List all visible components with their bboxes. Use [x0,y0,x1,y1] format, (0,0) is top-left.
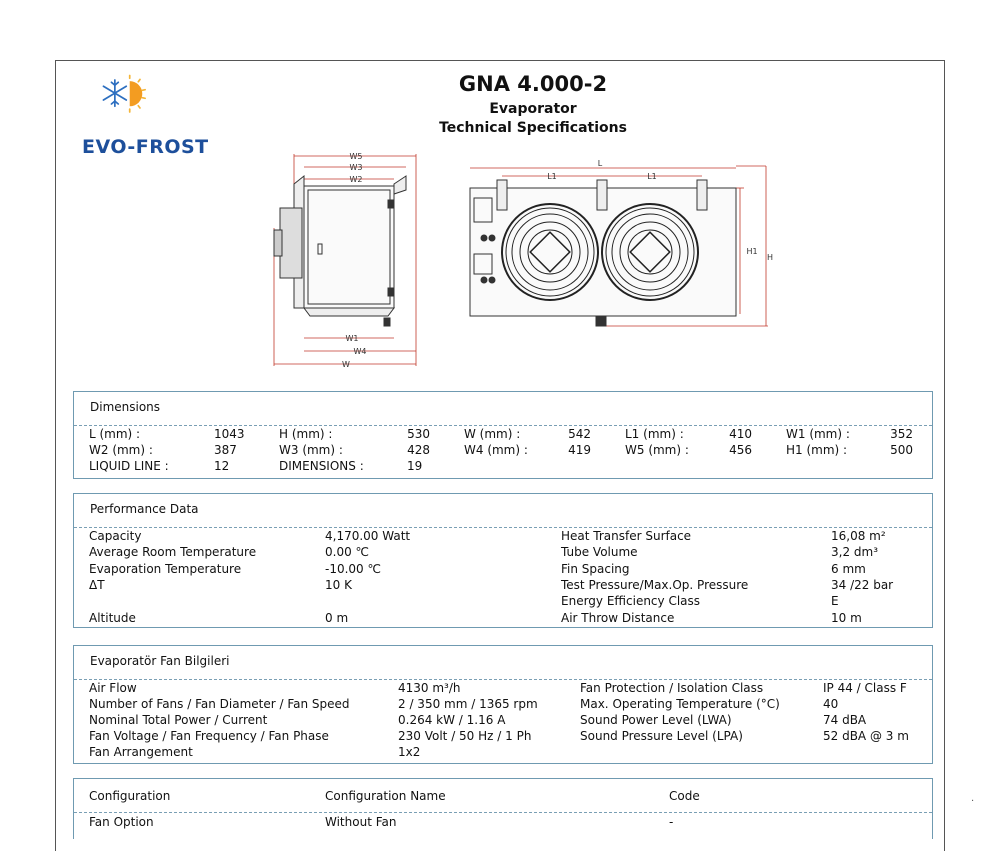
dim-key-l1: L1 (mm) : [625,427,684,441]
performance-title: Performance Data [90,502,199,516]
fan-info-section [73,645,933,764]
dim-val-w3: 428 [407,443,430,457]
dim-label-w5: W5 [349,152,363,161]
dim-key-w1: W1 (mm) : [786,427,850,441]
fan-val: 0.264 kW / 1.16 A [398,713,506,727]
perf-val: 6 mm [831,562,866,576]
dim-label-w4: W4 [353,347,367,356]
fan-key: Fan Protection / Isolation Class [580,681,764,695]
corner-mark: . [971,793,975,804]
dim-val-h1: 500 [890,443,913,457]
dim-key-l: L (mm) : [89,427,141,441]
config-header-name: Configuration Name [325,789,446,803]
dim-val-liquid-line: 12 [214,459,230,473]
dim-key-w4: W4 (mm) : [464,443,528,457]
perf-key: Evaporation Temperature [89,562,242,576]
dim-val-l1: 410 [729,427,752,441]
perf-key: Air Throw Distance [561,611,675,625]
evofrost-logo [100,68,180,132]
perf-key: Heat Transfer Surface [561,529,692,543]
perf-key: Tube Volume [561,545,638,559]
dim-key-w2: W2 (mm) : [89,443,153,457]
perf-val: 10 m [831,611,862,625]
fan-key: Air Flow [89,681,137,695]
dim-label-w3: W3 [349,163,363,172]
dim-label-w1: W1 [345,334,359,343]
perf-key: Average Room Temperature [89,545,257,559]
config-row-name: Without Fan [325,815,397,829]
dimensions-section [73,391,933,479]
page-subtitle: Evaporator [489,101,577,117]
dim-key-h: H (mm) : [279,427,333,441]
performance-separator [74,527,932,528]
fan-key: Nominal Total Power / Current [89,713,268,727]
fan-key: Max. Operating Temperature (°C) [580,697,780,711]
perf-key: Fin Spacing [561,562,630,576]
snowflake-icon [103,80,126,106]
fan-key: Fan Arrangement [89,745,193,759]
perf-val: 0 m [325,611,349,625]
dim-label-h1: H1 [746,247,758,256]
page-subtitle-specs: Technical Specifications [439,120,627,136]
performance-section [73,493,933,628]
perf-val: E [831,594,839,608]
dim-label-w2: W2 [349,175,363,184]
front-view-drawing [464,158,774,330]
configuration-separator [74,812,932,813]
logo-text: EVO-FROST [82,136,209,158]
fan-val: 2 / 350 mm / 1365 rpm [398,697,538,711]
fan-key: Fan Voltage / Fan Frequency / Fan Phase [89,729,329,743]
dim-val-l: 1043 [214,427,245,441]
dim-val-w4: 419 [568,443,591,457]
dim-label-l1-right: L1 [647,172,657,181]
dim-label-l1-left: L1 [547,172,557,181]
perf-key: ΔT [89,578,105,592]
dim-val-w1: 352 [890,427,913,441]
fan-key: Sound Power Level (LWA) [580,713,732,727]
fan-key: Number of Fans / Fan Diameter / Fan Speed [89,697,350,711]
perf-val: 16,08 m² [831,529,886,543]
dim-key-w5: W5 (mm) : [625,443,689,457]
fan-val: 230 Volt / 50 Hz / 1 Ph [398,729,532,743]
dimensions-title: Dimensions [90,400,161,414]
sun-icon [130,75,145,112]
perf-val: 34 /22 bar [831,578,894,592]
dim-key-liquid-line: LIQUID LINE : [89,459,169,473]
fan-val: 52 dBA @ 3 m [823,729,909,743]
dim-val-w: 542 [568,427,591,441]
perf-val: -10.00 ℃ [325,562,381,576]
dim-key-w: W (mm) : [464,427,521,441]
fan-key: Sound Pressure Level (LPA) [580,729,743,743]
config-row-option: Fan Option [89,815,154,829]
fan-val: IP 44 / Class F [823,681,907,695]
perf-val: 0.00 ℃ [325,545,370,559]
perf-key: Test Pressure/Max.Op. Pressure [561,578,749,592]
config-header-code: Code [669,789,700,803]
dim-val-h: 530 [407,427,430,441]
fan-val: 4130 m³/h [398,681,461,695]
dim-val-dimensions: 19 [407,459,423,473]
perf-key: Energy Efficiency Class [561,594,701,608]
config-row-code: - [669,815,674,829]
dim-label-w: W [342,360,350,369]
dim-key-h1: H1 (mm) : [786,443,848,457]
dim-val-w2: 387 [214,443,237,457]
perf-key: Altitude [89,611,136,625]
perf-val: 3,2 dm³ [831,545,879,559]
side-view-drawing [268,148,428,373]
dim-key-w3: W3 (mm) : [279,443,343,457]
dim-key-dimensions: DIMENSIONS : [279,459,364,473]
fan-info-title: Evaporatör Fan Bilgileri [90,654,230,668]
dim-label-h: H [766,253,774,262]
perf-val: 4,170.00 Watt [325,529,411,543]
config-header-configuration: Configuration [89,789,171,803]
perf-key: Capacity [89,529,142,543]
dim-val-w5: 456 [729,443,752,457]
fan-info-separator [74,679,932,680]
page-title: GNA 4.000-2 [458,72,608,96]
perf-val: 10 K [325,578,352,592]
dim-label-l: L [597,159,603,168]
fan-val: 40 [823,697,839,711]
fan-val: 1x2 [398,745,421,759]
dimensions-separator [74,425,932,426]
fan-val: 74 dBA [823,713,867,727]
